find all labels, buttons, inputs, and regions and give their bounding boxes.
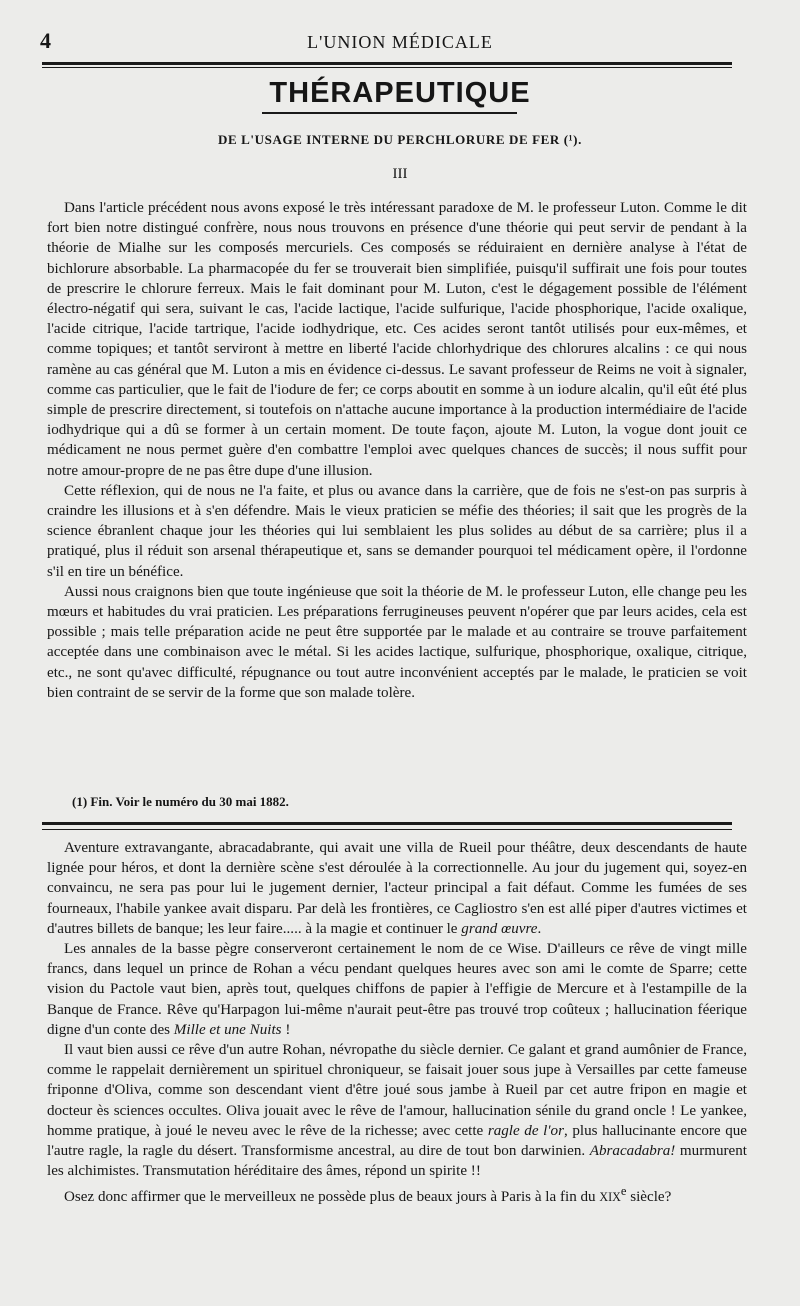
part-number: III <box>392 166 408 182</box>
feuilleton-rule <box>42 822 732 825</box>
feuilleton-body <box>47 838 747 1208</box>
feuilleton-paragraph: Les annales de la basse pègre conserveront certainement le nom de ce Wise. D'ailleurs ce rêve de vingt mille francs, dans lequel un prince de Rohan a vécu pendant quelques heures avec son ami le comte de Sparre; cette vision du Pactole vaut bien, après tout, quelques chiffons de papier à l'effigie de Mercure et à l'estampille de la Banque de France. Rêve qu'Harpagon lui-même n'aurait peut-être pas trouvé trop coûteux ; hallucination féerique digne d'un conte des Mille et une Nuits ! <box>47 941 747 1038</box>
journal-title: L'UNION MÉDICALE <box>307 32 493 52</box>
article-paragraph: Aussi nous craignons bien que toute ingénieuse que soit la théorie de M. le professeur Luton, elle change peu les mœurs et habitudes du vrai praticien. Les préparations ferrugineuses peuvent n'opérer que par leurs acides, cela est possible ; mais telle préparation acide ne peut être supportée par le malade et au contraire se trouve parfaitement acceptée dans une combinaison avec le métal. Si les acides lactique, sulfurique, phosphorique, oxalique, citrique, etc., ne sont qu'avec difficulté, répugnance ou tout autre inconvénient acceptés par le malade, le praticien se voit bien contraint de se servir de la forme que son malade tolère. <box>47 583 747 701</box>
page-header <box>40 28 760 56</box>
article-paragraph: Cette réflexion, qui de nous ne l'a faite, et plus ou avance dans la carrière, que de fois ne s'est-on pas surpris à craindre les illusions et à s'en défendre. Mais le vieux praticien se méfie des théories; il sait que les progrès de la science ébranlent chaque jour les théories qui lui semblaient les plus solides au début de sa carrière; plus il a pratiqué, plus il réduit son arsenal thérapeutique et, sans se demander pourquoi tel médicament opère, il l'ordonne s'il en tire un bénéfice. <box>47 482 747 580</box>
feuilleton-rule-thin <box>42 829 732 830</box>
header-rule-thin <box>42 67 732 68</box>
article-body <box>47 198 747 703</box>
article-paragraph: Dans l'article précédent nous avons exposé le très intéressant paradoxe de M. le professeur Luton. Comme le dit fort bien notre distingué confrère, nous nous trouvons en présence d'une théorie qui peut servir de pendant à la théorie de Mialhe sur les composés mercuriels. Ces composés se réduiraient en dernière analyse à l'état de bichlorure absorbable. La pharmacopée du fer se trouverait bien simplifiée, puisqu'il suffirait une fois pour toutes de prescrire le chlorure ferreux. Mais le fait dominant pour M. Luton, c'est le dégagement possible de l'élément électro-négatif qui sera, suivant le cas, l'acide lactique, l'acide sulfurique, l'acide phosphorique, l'acide oxalique, l'acide citrique, l'acide tartrique, l'acide iodhydrique, etc. Ces acides seront tantôt utilisés pour eux-mêmes, et comme topiques; et tantôt serviront à mettre en liberté l'acide chlorhydrique des chlorures alcalins : ce qui nous ramène au cas général que M. Luton a mis en évidence ci-dessus. Le savant professeur de Reims ne voit à signaler, comme cas particulier, que le fait de l'iodure de fer; ce corps aboutit en somme à un iodure alcalin, qu'il eût été plus simple de prescrire directement, si toutefois on n'attache aucune importance à la production intermédiaire de l'acide iodhydrique qui a dû se former à un certain moment. De toute façon, ajoute M. Luton, la vogue dont jouit ce médicament ne nous permet guère d'en combattre l'emploi avec quelques chances de succès; il nous suffit pour notre amour-propre de ne pas être dupe d'une illusion. <box>47 200 747 479</box>
section-title-underline <box>262 112 517 114</box>
section-title: THÉRAPEUTIQUE <box>269 77 531 109</box>
article-title: DE L'USAGE INTERNE DU PERCHLORURE DE FER (¹). <box>218 132 582 147</box>
feuilleton-paragraph: Aventure extravangante, abracadabrante, qui avait une villa de Rueil pour théâtre, deux descendants de haute lignée pour héros, et dont la dernière scène s'est déroulée à la correctionnelle. Au jour du jugement qui, soyez-en convaincu, ne sera pas pour lui le jugement dernier, l'acteur principal a fait défaut. Comme les fumées de ses fourneaux, l'habile yankee avait disparu. Par delà les frontières, ce Cagliostro s'en est allé piper d'autres victimes et d'autres billets de banque; les leur faire..... à la magie et continuer le grand œuvre. <box>47 840 747 937</box>
footnote: (1) Fin. Voir le numéro du 30 mai 1882. <box>72 794 289 809</box>
feuilleton-paragraph: Osez donc affirmer que le merveilleux ne possède plus de beaux jours à Paris à la fin du XIXe siècle? <box>64 1184 672 1206</box>
feuilleton-paragraph: Il vaut bien aussi ce rêve d'un autre Rohan, névropathe du siècle dernier. Ce galant et grand aumônier de France, comme le rappelait dernièrement un spirituel chroniqueur, se faisait jouer sous jupe à Versailles par cette fameuse friponne d'Oliva, comme son descendant vient d'être joué sous jambe à Rueil par cet autre fripon en magie et docteur ès sciences occultes. Oliva jouait avec le rêve de l'amour, hallucination sénile du grand oncle ! Le yankee, homme pratique, à joué le neveu avec le rêve de la richesse; avec cette ragle de l'or, plus hallucinante encore que l'autre ragle, la ragle du désert. Transformisme ancestral, au dire de tout bon darwinien. Abracadabra! murmurent les alchimistes. Transmutation héréditaire des âmes, répond un spirite !! <box>47 1042 747 1180</box>
page-number: 4 <box>40 28 51 53</box>
header-rule <box>42 62 732 65</box>
